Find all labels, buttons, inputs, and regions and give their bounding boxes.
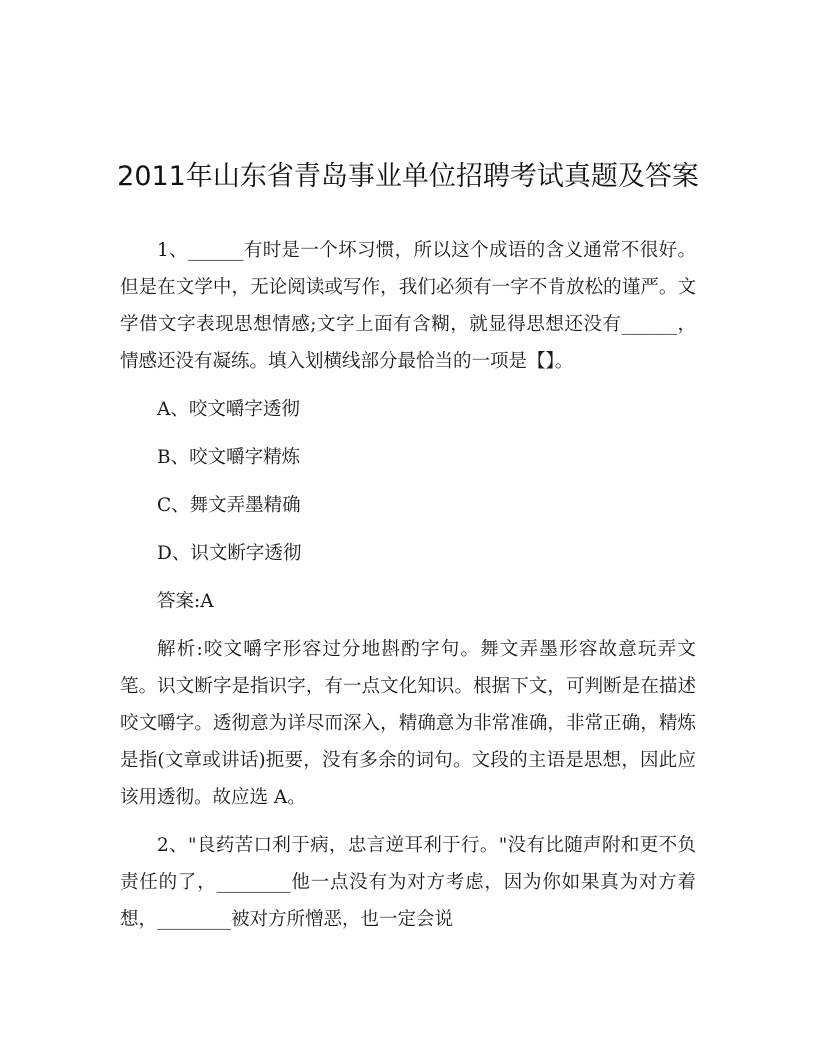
question-1-option-c: C、舞文弄墨精确 xyxy=(157,495,301,516)
question-1-answer: 答案:A xyxy=(157,591,214,612)
question-1-stem: 1、______有时是一个坏习惯，所以这个成语的含义通常不很好。但是在文学中，无论阅读或写作，我们必须有一字不肯放松的谨严。文学借文字表现思想情感;文字上面有含糊，就显得思想还没有______，情感还没有凝练。填入划横线部分最恰当的一项是【】。 xyxy=(120,240,696,372)
question-1-analysis: 解析:咬文嚼字形容过分地斟酌字句。舞文弄墨形容故意玩弄文笔。识文断字是指识字，有一点文化知识。根据下文，可判断是在描述咬文嚼字。透彻意为详尽而深入，精确意为非常准确，非常正确，精炼是指(文章或讲话)扼要，没有多余的词句。文段的主语是思想，因此应该用透彻。故应选 A。 xyxy=(120,639,696,808)
document-body xyxy=(120,232,696,938)
document-title: 2011年山东省青岛事业单位招聘考试真题及答案 xyxy=(117,161,699,193)
question-1-option-a: A、咬文嚼字透彻 xyxy=(157,399,300,420)
question-1-option-b: B、咬文嚼字精炼 xyxy=(157,447,301,468)
question-1-option-d: D、识文断字透彻 xyxy=(157,543,302,564)
question-2-stem: 2、"良药苦口利于病，忠言逆耳利于行。"没有比随声附和更不负责任的了，________他一点没有为对方考虑，因为你如果真为对方着想，________被对方所憎恶，也一定会说 xyxy=(120,835,696,930)
